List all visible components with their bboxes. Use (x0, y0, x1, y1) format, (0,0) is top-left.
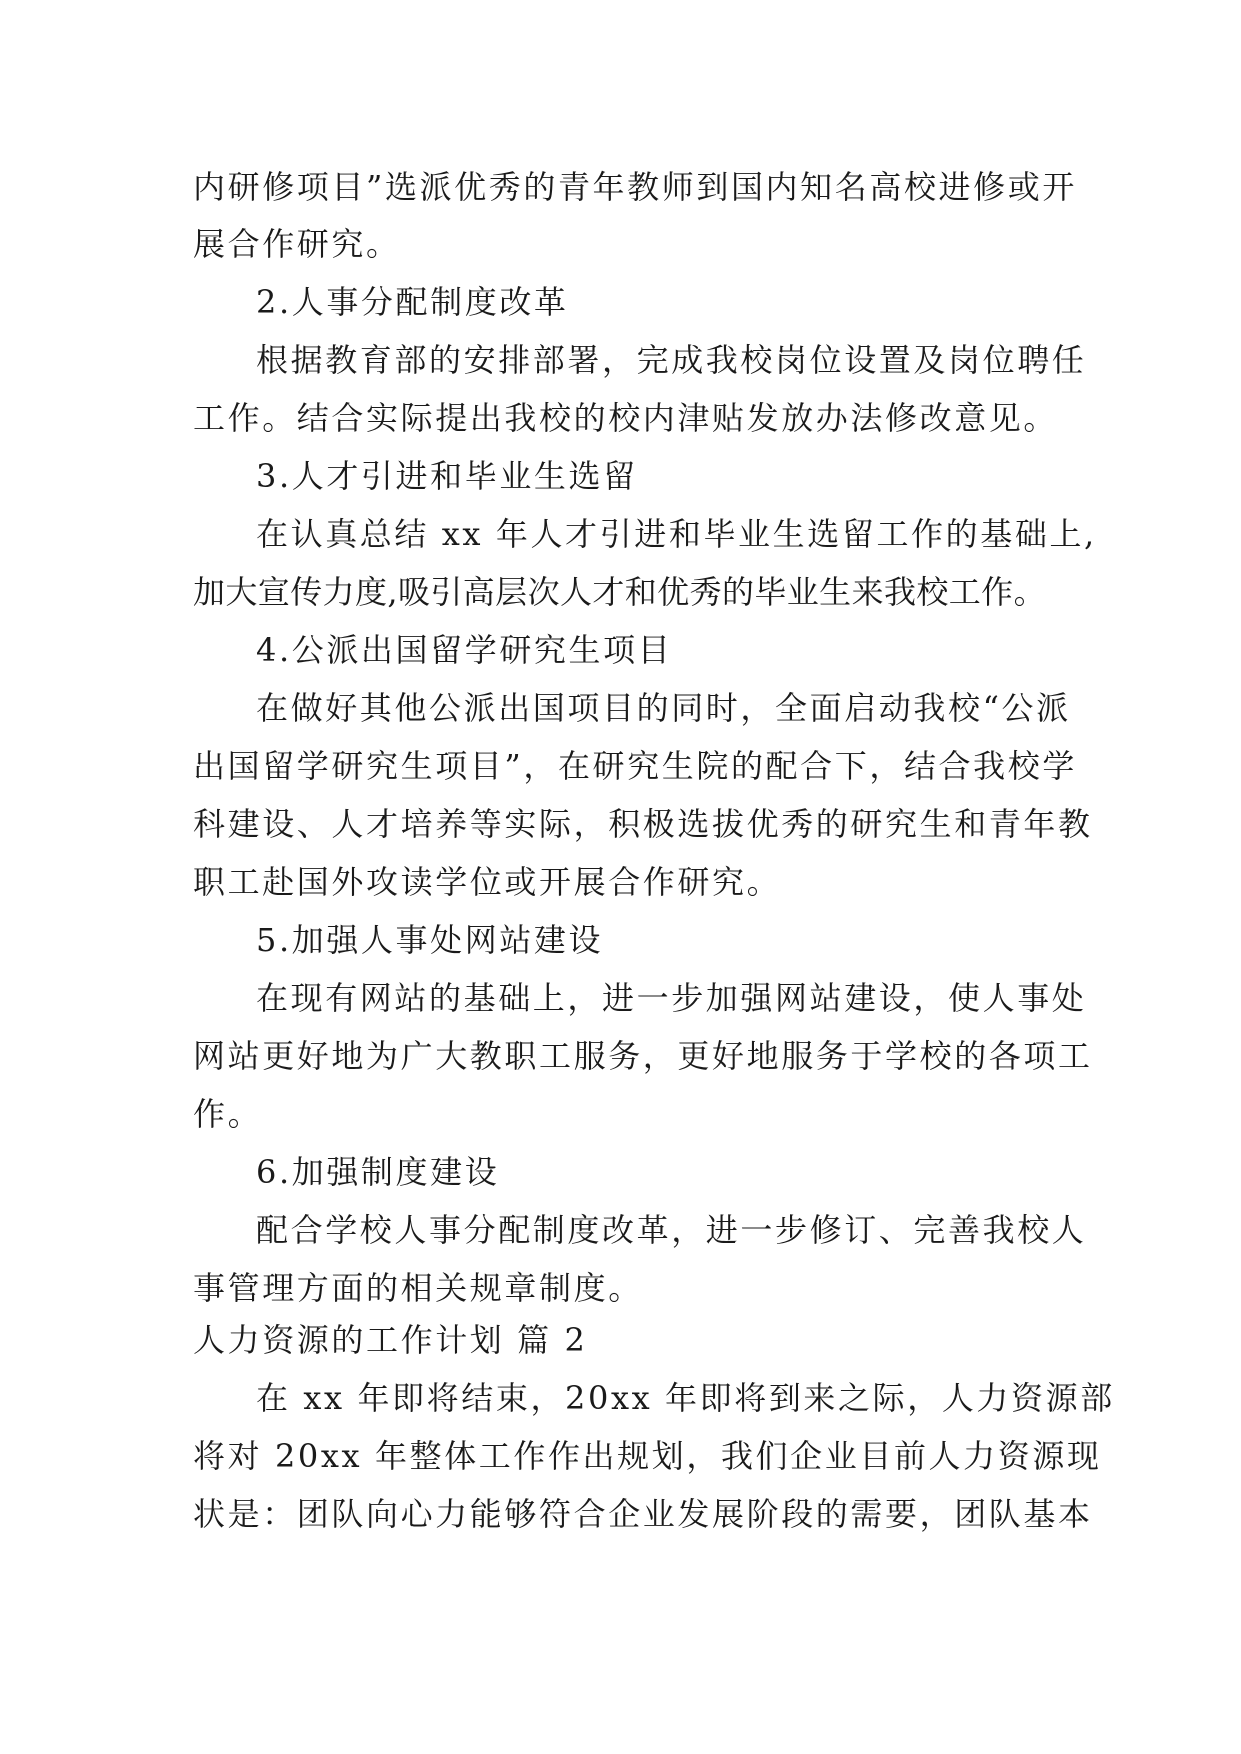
paragraph-line: 将对 20xx 年整体工作作出规划，我们企业目前人力资源现 (193, 1437, 1102, 1475)
paragraph-line: 在现有网站的基础上，进一步加强网站建设，使人事处 (256, 979, 1087, 1017)
paragraph-line: 在认真总结 xx 年人才引进和毕业生选留工作的基础上, (256, 515, 1097, 553)
paragraph-line: 网站更好地为广大教职工服务，更好地服务于学校的各项工 (193, 1037, 1093, 1075)
paragraph-line: 职工赴国外攻读学位或开展合作研究。 (193, 863, 782, 901)
paragraph-line: 科建设、人才培养等实际，积极选拔优秀的研究生和青年教 (193, 805, 1093, 843)
paragraph-line: 配合学校人事分配制度改革，进一步修订、完善我校人 (256, 1211, 1087, 1249)
section-heading-5: 5.加强人事处网站建设 (256, 921, 604, 959)
paragraph-line: 状是：团队向心力能够符合企业发展阶段的需要，团队基本 (193, 1495, 1093, 1533)
section-heading-3: 3.人才引进和毕业生选留 (256, 457, 638, 495)
paragraph-line: 根据教育部的安排部署，完成我校岗位设置及岗位聘任 (256, 341, 1087, 379)
paragraph-line: 在做好其他公派出国项目的同时，全面启动我校“公派 (256, 689, 1071, 727)
section-heading-4: 4.公派出国留学研究生项目 (256, 631, 673, 669)
paragraph-line: 内研修项目”选派优秀的青年教师到国内知名高校进修或开 (193, 168, 1077, 206)
paragraph-line: 作。 (193, 1095, 263, 1133)
paragraph-line: 工作。结合实际提出我校的校内津贴发放办法修改意见。 (193, 399, 1059, 437)
article-title: 人力资源的工作计划 篇 2 (193, 1321, 588, 1359)
paragraph-line: 出国留学研究生项目”，在研究生院的配合下，结合我校学 (193, 747, 1077, 785)
paragraph-line: 事管理方面的相关规章制度。 (193, 1269, 643, 1307)
section-heading-6: 6.加强制度建设 (256, 1153, 500, 1191)
paragraph-line: 加大宣传力度,吸引高层次人才和优秀的毕业生来我校工作。 (193, 573, 1046, 611)
paragraph-line: 展合作研究。 (193, 225, 401, 263)
paragraph-line: 在 xx 年即将结束，20xx 年即将到来之际，人力资源部 (256, 1379, 1115, 1417)
section-heading-2: 2.人事分配制度改革 (256, 283, 569, 321)
